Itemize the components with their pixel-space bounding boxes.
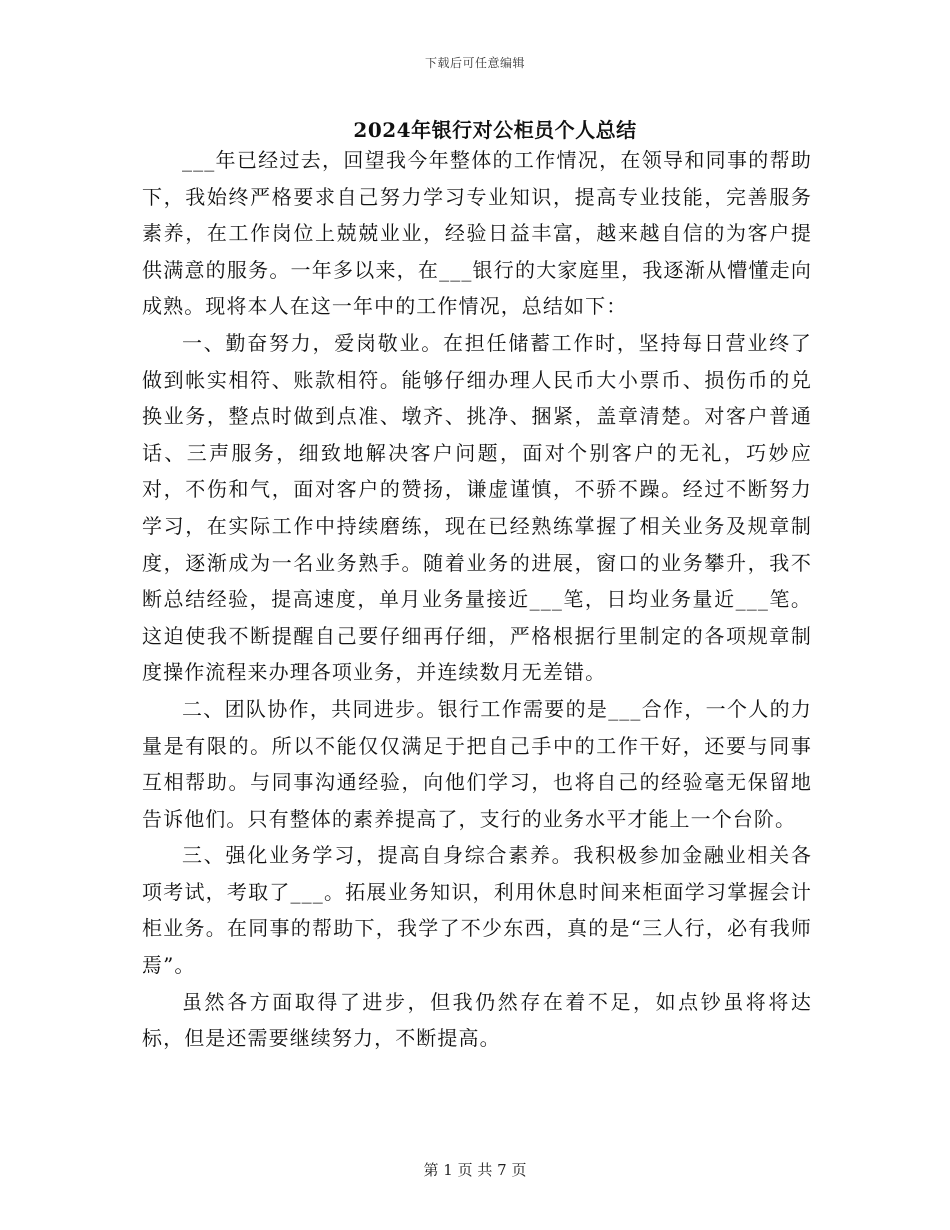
paragraph-section-3: 三、强化业务学习，提高自身综合素养。我积极参加金融业相关各项考试，考取了___。拓展业务知识，利用休息时间来柜面学习掌握会计柜业务。在同事的帮助下，我学了不少东西，真的是“三人行，必有我师焉”。 [142, 843, 812, 978]
paragraph-shortcomings: 虽然各方面取得了进步，但我仍然存在着不足，如点钞虽将将达标，但是还需要继续努力，不断提高。 [142, 989, 812, 1051]
paragraph-section-1: 一、勤奋努力，爱岗敬业。在担任储蓄工作时，坚持每日营业终了做到帐实相符、账款相符。能够仔细办理人民币大小票币、损伤币的兑换业务，整点时做到点准、墩齐、挑净、捆紧，盖章清楚。对客户普通话、三声服务，细致地解决客户问题，面对个别客户的无礼，巧妙应对，不伤和气，面对客户的赞扬，谦虚谨慎，不骄不躁。经过不断努力学习，在实际工作中持续磨练，现在已经熟练掌握了相关业务及规章制度，逐渐成为一名业务熟手。随着业务的进展，窗口的业务攀升，我不断总结经验，提高速度，单月业务量接近___笔，日均业务量近___笔。这迫使我不断提醒自己要仔细再仔细，严格根据行里制定的各项规章制度操作流程来办理各项业务，并连续数月无差错。 [142, 330, 812, 685]
page-number: 第 1 页 共 7 页 [423, 1161, 527, 1179]
header-note: 下载后可任意编辑 [424, 56, 525, 70]
paragraph-section-2: 二、团队协作，共同进步。银行工作需要的是___合作，一个人的力量是有限的。所以不能仅仅满足于把自己手中的工作干好，还要与同事互相帮助。与同事沟通经验，向他们学习，也将自己的经验毫无保留地告诉他们。只有整体的素养提高了，支行的业务水平才能上一个台阶。 [142, 696, 812, 831]
document-body [142, 142, 812, 1057]
paragraph-intro: ___年已经过去，回望我今年整体的工作情况，在领导和同事的帮助下，我始终严格要求自己努力学习专业知识，提高专业技能，完善服务素养，在工作岗位上兢兢业业，经验日益丰富，越来越自信的为客户提供满意的服务。一年多以来，在___银行的大家庭里，我逐渐从懵懂走向成熟。现将本人在这一年中的工作情况，总结如下： [142, 148, 812, 319]
document-title: 2024年银行对公柜员个人总结 [353, 118, 637, 142]
